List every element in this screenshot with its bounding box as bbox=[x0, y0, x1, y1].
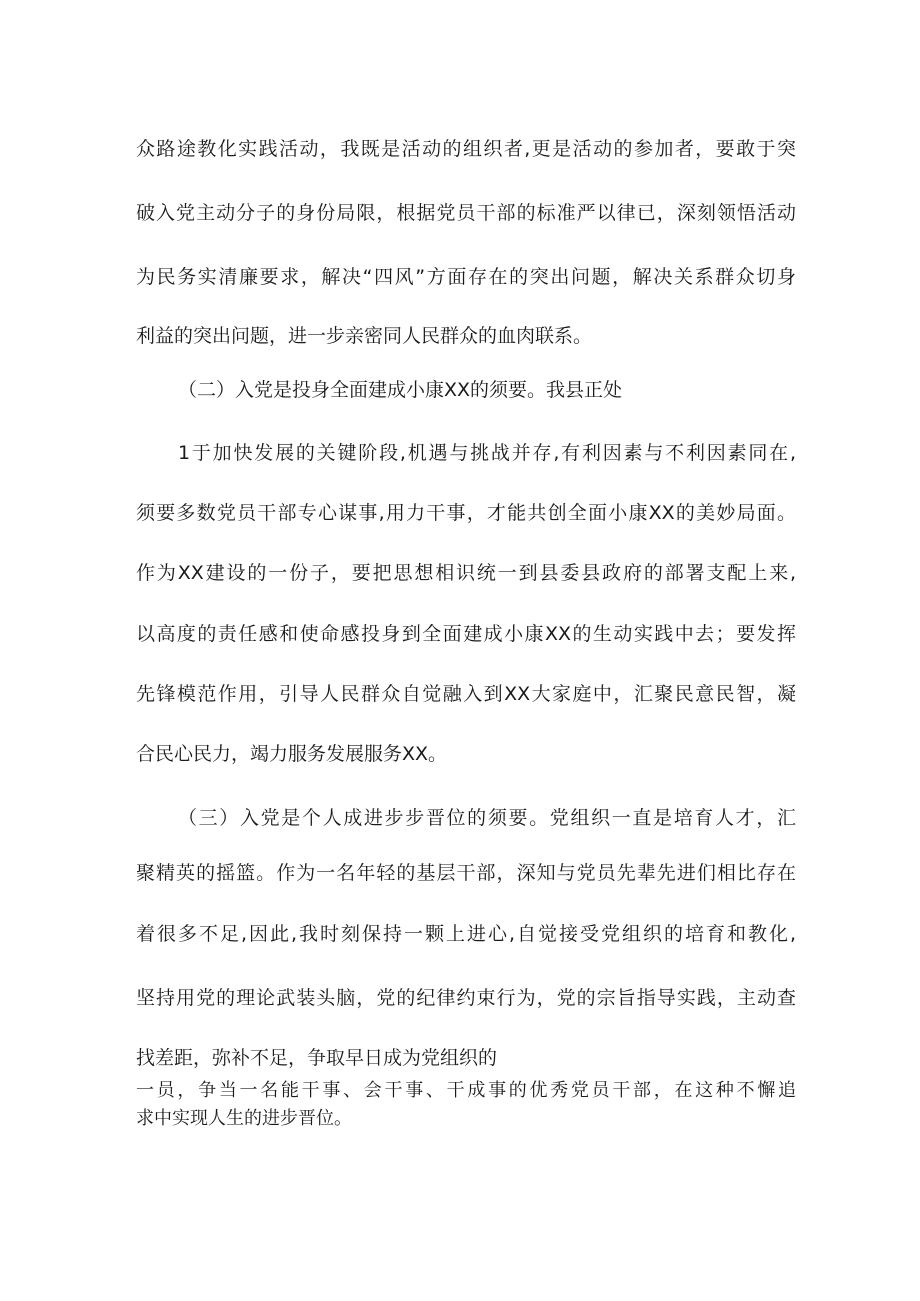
paragraph3-line-5: 找差距，弥补不足，争取早日成为党组织的 bbox=[136, 1047, 498, 1069]
paragraph3-line-7: 求中实现人生的进步晋位。 bbox=[136, 1108, 352, 1129]
paragraph3-line-1: （三）入党是个人成进步步晋位的须要。党组织一直是培育人才，汇 bbox=[178, 807, 796, 829]
paragraph1-line-2: 破入党主动分子的身份局限，根据党员干部的标准严以律已，深刻领悟活动 bbox=[136, 202, 796, 224]
paragraph3-line-2: 聚精英的摇篮。作为一名年轻的基层干部，深知与党员先辈先进们相比存在 bbox=[136, 862, 796, 884]
paragraph1-line-4: 利益的突出问题，进一步亲密同人民群众的血肉联系。 bbox=[136, 325, 593, 347]
paragraph2-line-4: 以高度的责任感和使命感投身到全面建成小康XX的生动实践中去；要发挥 bbox=[136, 623, 796, 645]
paragraph1-line-3: 为民务实清廉要求，解决“四风”方面存在的突出问题，解决关系群众切身 bbox=[136, 266, 796, 288]
paragraph3-line-4: 坚持用党的理论武装头脑，党的纪律约束行为，党的宗旨指导实践，主动查 bbox=[136, 987, 796, 1009]
paragraph3-line-6: 一员，争当一名能干事、会干事、干成事的优秀党员干部，在这种不懈追 bbox=[136, 1080, 796, 1101]
paragraph2-line-1: 1于加快发展的关键阶段,机遇与挑战并存,有利因素与不利因素同在, bbox=[178, 442, 796, 464]
paragraph3-line-3: 着很多不足,因此,我时刻保持一颗上进心,自觉接受党组织的培育和教化, bbox=[136, 923, 796, 945]
paragraph2-heading-line: （二）入党是投身全面建成小康XX的须要。我县正处 bbox=[178, 379, 623, 401]
paragraph2-line-5: 先锋模范作用，引导人民群众自觉融入到XX大家庭中，汇聚民意民智，凝 bbox=[136, 683, 796, 705]
paragraph1-line-1: 众路途教化实践活动，我既是活动的组织者,更是活动的参加者，要敢于突 bbox=[136, 138, 796, 160]
paragraph2-line-3: 作为XX建设的一份子，要把思想相识统一到县委县政府的部署支配上来, bbox=[136, 562, 796, 584]
paragraph2-line-6: 合民心民力，竭力服务发展服务XX。 bbox=[136, 743, 448, 765]
paragraph2-line-2: 须要多数党员干部专心谋事,用力干事，才能共创全面小康XX的美妙局面。 bbox=[136, 502, 796, 524]
